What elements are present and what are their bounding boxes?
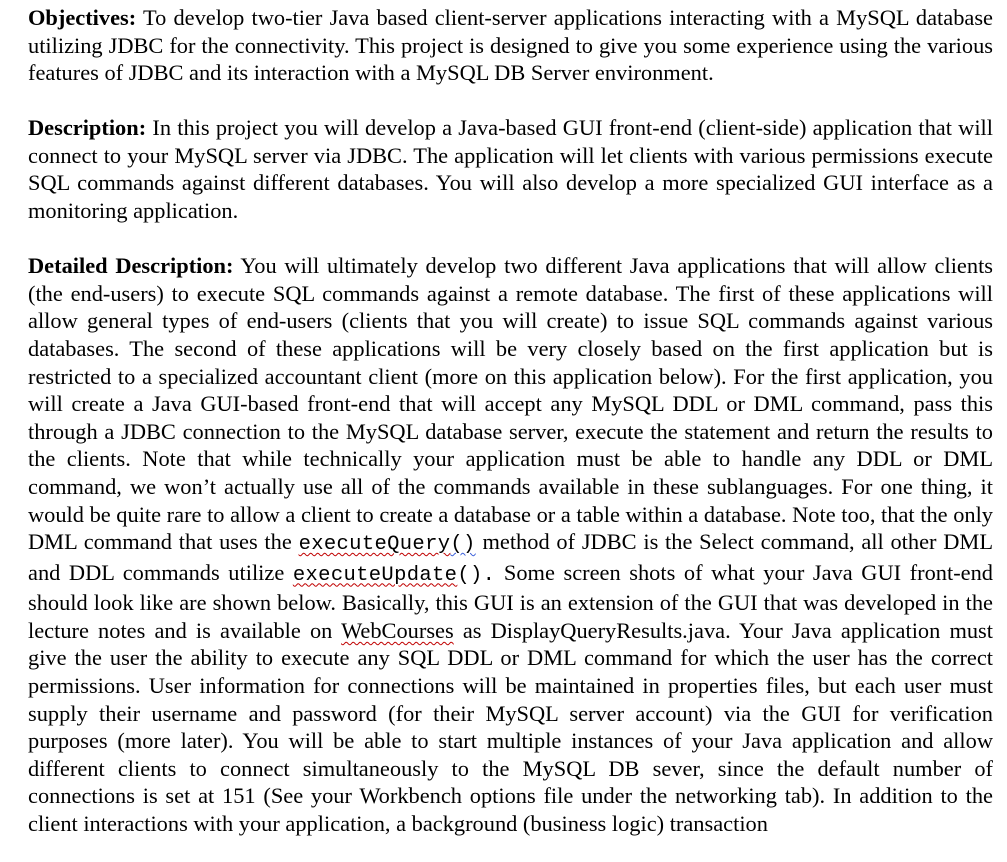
detailed-description-label: Detailed Description: (28, 253, 234, 279)
document-page (28, 4, 993, 838)
paragraph-spacer (28, 87, 993, 115)
execute-update-code: executeUpdate (292, 563, 458, 587)
execute-query-code: executeQuery (298, 533, 451, 557)
execute-update-parens: (). (457, 563, 496, 587)
detailed-text-part-2: method of JDBC is the Select command, all other DML and DDL commands utilize (28, 529, 993, 585)
objectives-label: Objectives: (28, 5, 137, 30)
description-label: Description: (28, 115, 147, 141)
execute-query-parens: () (450, 533, 476, 557)
webcourses-word: WebCourses (341, 617, 454, 643)
description-text: In this project you will develop a Java-based GUI front-end (client-side) application that will connect to your MySQL server via JDBC. The application will let clients with various permissions execute SQL commands against different databases. You will also develop a more specialized GUI interface as a monitoring application. (28, 115, 993, 224)
objectives-paragraph (28, 4, 993, 87)
detailed-text-part-3: Some screen shots of what your Java GUI front-end should look like are shown below. Basically, this GUI is an extension of the GUI that was developed in the lecture notes and is available on (28, 559, 993, 643)
detailed-text-part-4: as DisplayQueryResults.java. Your Java application must give the user the ability to execute any SQL DDL or DML command for which the user has the correct permissions. User information for connections will be maintained in properties files, but each user must supply their username and password (for their MySQL server account) via the GUI for verification purposes (more later). You will be able to start multiple instances of your Java application and allow different clients to connect simultaneously to the MySQL DB sever, since the default number of connections is set at 151 (See your Workbench options file under the networking tab). In addition to the client interactions with your application, a background (business logic) transaction (28, 617, 993, 837)
paragraph-spacer (28, 225, 993, 253)
objectives-text: To develop two-tier Java based client-server applications interacting with a MySQL database utilizing JDBC for the connectivity. This project is designed to give you some experience using the various features of JDBC and its interaction with a MySQL DB Server environment. (28, 5, 993, 86)
detailed-text-part-1: You will ultimately develop two different Java applications that will allow clients (the end-users) to execute SQL commands against a remote database. The first of these applications will allow general types of end-users (clients that you will create) to issue SQL commands against various databases. The second of these applications will be very closely based on the first application but is restricted to a specialized accountant client (more on this application below). For the first application, you will create a Java GUI-based front-end that will accept any MySQL DDL or DML command, pass this through a JDBC connection to the MySQL database server, execute the statement and return the results to the clients. Note that while technically your application must be able to handle any DDL or DML command, we won’t actually use all of the commands available in these sublanguages. For one thing, it would be quite rare to allow a client to create a database or a table within a database. Note too, that the only DML command that uses the (28, 253, 994, 555)
detailed-description-paragraph (28, 252, 993, 837)
description-paragraph (28, 114, 993, 224)
